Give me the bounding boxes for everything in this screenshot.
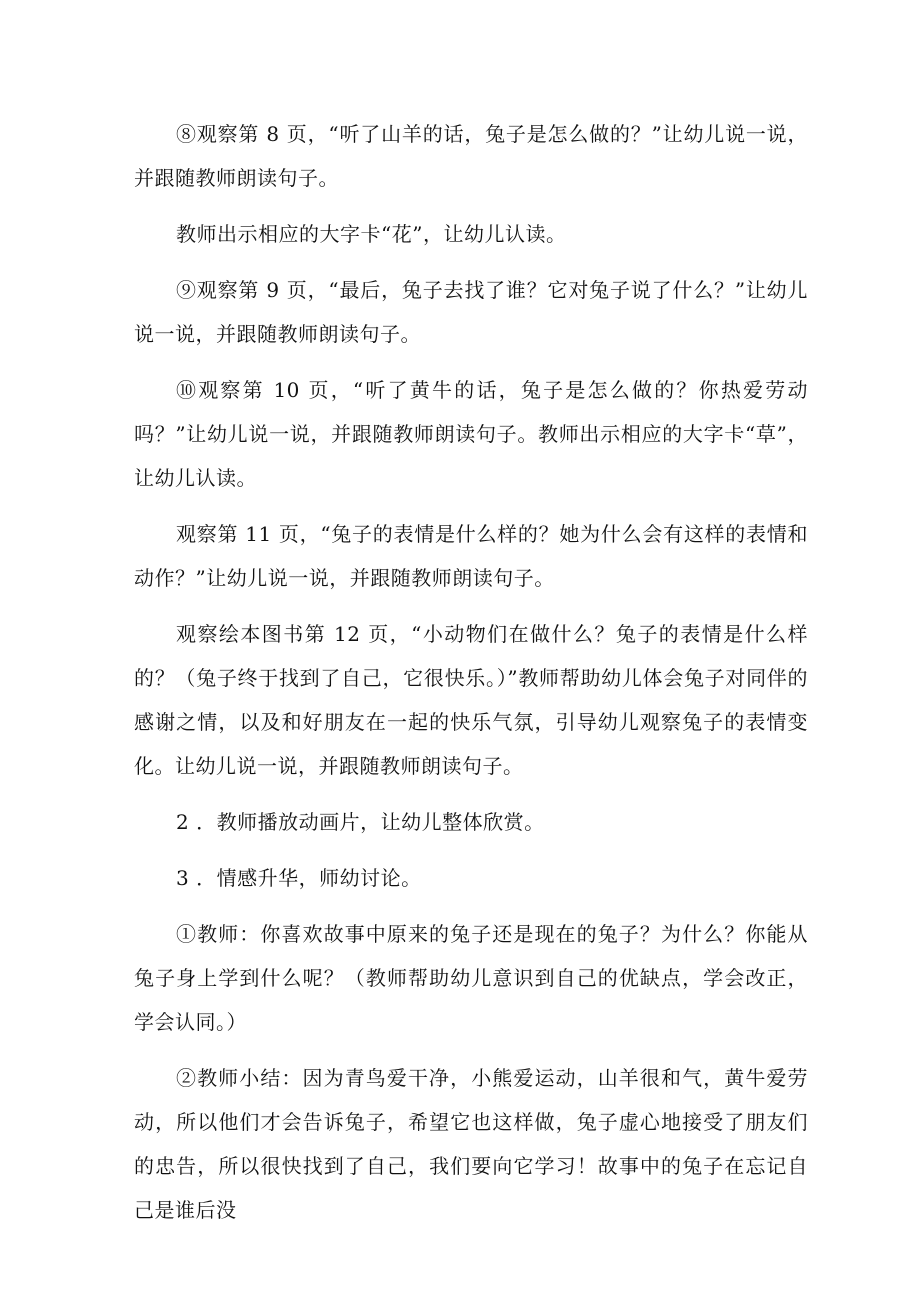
paragraph-teacher-summary: ②教师小结：因为青鸟爱干净，小熊爱运动，山羊很和气，黄牛爱劳动，所以他们才会告诉兔子，希望它也这样做，兔子虚心地接受了朋友们的忠告，所以很快找到了自己，我们要向它学习！故事中的兔子在忘记自己是谁后没	[134, 1066, 808, 1222]
paragraph-step-2: 2 ．教师播放动画片，让幼儿整体欣赏。	[176, 810, 545, 834]
paragraph-step-3: 3 ．情感升华，师幼讨论。	[176, 866, 422, 890]
paragraph-teacher-question: ①教师：你喜欢故事中原来的兔子还是现在的兔子？为什么？你能从兔子身上学到什么呢？（教师帮助幼儿意识到自己的优缺点，学会改正，学会认同。）	[134, 922, 808, 1034]
paragraph-page-10: ⑩观察第 10 页，“听了黄牛的话，兔子是怎么做的？你热爱劳动吗？”让幼儿说一说，并跟随教师朗读句子。教师出示相应的大字卡“草”，让幼儿认读。	[134, 378, 808, 490]
paragraph-page-11: 观察第 11 页，“兔子的表情是什么样的？她为什么会有这样的表情和动作？”让幼儿说一说，并跟随教师朗读句子。	[134, 522, 808, 590]
paragraph-page-9: ⑨观察第 9 页，“最后，兔子去找了谁？它对兔子说了什么？”让幼儿说一说，并跟随教师朗读句子。	[134, 278, 808, 346]
paragraph-page-8: ⑧观察第 8 页，“听了山羊的话，兔子是怎么做的？”让幼儿说一说，并跟随教师朗读句子。	[134, 122, 808, 190]
paragraph-flower-card: 教师出示相应的大字卡“花”，让幼儿认读。	[176, 222, 567, 246]
paragraph-page-12: 观察绘本图书第 12 页，“小动物们在做什么？兔子的表情是什么样的？（兔子终于找到了自己，它很快乐。）”教师帮助幼儿体会兔子对同伴的感谢之情，以及和好朋友在一起的快乐气氛，引导幼儿观察兔子的表情变化。让幼儿说一说，并跟随教师朗读句子。	[134, 622, 808, 778]
